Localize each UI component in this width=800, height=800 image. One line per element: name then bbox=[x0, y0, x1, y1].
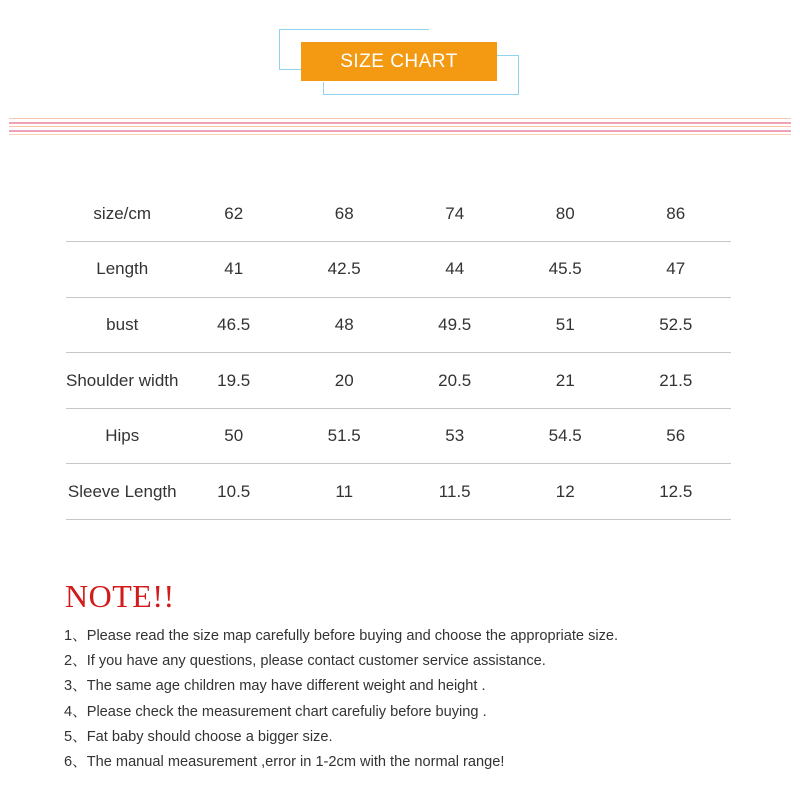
note-item: 6、The manual measurement ,error in 1-2cm with the normal range! bbox=[64, 753, 505, 770]
table-row bbox=[66, 242, 731, 298]
table-row bbox=[66, 297, 731, 353]
table-cell: 44 bbox=[399, 242, 510, 298]
table-cell: 20 bbox=[289, 353, 400, 409]
table-cell: 19.5 bbox=[178, 353, 289, 409]
table-cell: 54.5 bbox=[510, 408, 621, 464]
table-cell: 49.5 bbox=[399, 297, 510, 353]
table-cell: 10.5 bbox=[178, 464, 289, 520]
table-cell: 56 bbox=[620, 408, 731, 464]
row-label-cell: bust bbox=[66, 297, 178, 353]
header-size-cell: 74 bbox=[399, 186, 510, 242]
note-list bbox=[64, 626, 618, 777]
table-header-row bbox=[66, 186, 731, 242]
header-size-cell: 62 bbox=[178, 186, 289, 242]
row-label-cell: Hips bbox=[66, 408, 178, 464]
note-item: 4、Please check the measurement chart carefuliy before buying . bbox=[64, 703, 487, 720]
table-cell: 45.5 bbox=[510, 242, 621, 298]
table-cell: 51 bbox=[510, 297, 621, 353]
table-cell: 11 bbox=[289, 464, 400, 520]
note-item: 1、Please read the size map carefully before buying and choose the appropriate size. bbox=[64, 628, 619, 644]
header-size-cell: 80 bbox=[510, 186, 621, 242]
table-cell: 52.5 bbox=[620, 297, 731, 353]
header-label-cell: size/cm bbox=[66, 186, 178, 242]
table-cell: 12 bbox=[510, 464, 621, 520]
size-chart-title: SIZE CHART bbox=[301, 42, 497, 81]
table-cell: 21.5 bbox=[620, 353, 731, 409]
table-cell: 42.5 bbox=[289, 242, 400, 298]
table-cell: 41 bbox=[178, 242, 289, 298]
table-cell: 46.5 bbox=[178, 297, 289, 353]
size-chart-header bbox=[0, 0, 800, 110]
table-cell: 11.5 bbox=[399, 464, 510, 520]
table-row bbox=[66, 464, 731, 520]
note-item: 3、The same age children may have different weight and height . bbox=[64, 678, 486, 695]
table-cell: 50 bbox=[178, 408, 289, 464]
row-label-cell: Sleeve Length bbox=[66, 464, 178, 520]
table-cell: 53 bbox=[399, 408, 510, 464]
table-row bbox=[66, 353, 731, 409]
row-label-cell: Length bbox=[66, 242, 178, 298]
header-size-cell: 86 bbox=[620, 186, 731, 242]
note-item: 2、If you have any questions, please contact customer service assistance. bbox=[64, 653, 546, 670]
table-row bbox=[66, 408, 731, 464]
header-size-cell: 68 bbox=[289, 186, 400, 242]
table-cell: 12.5 bbox=[620, 464, 731, 520]
table-cell: 21 bbox=[510, 353, 621, 409]
table-cell: 51.5 bbox=[289, 408, 400, 464]
table-cell: 48 bbox=[289, 297, 400, 353]
note-item: 5、Fat baby should choose a bigger size. bbox=[64, 728, 333, 745]
row-label-cell: Shoulder width bbox=[66, 353, 178, 409]
size-table bbox=[66, 186, 731, 520]
decorative-stripes bbox=[9, 118, 791, 136]
table-cell: 47 bbox=[620, 242, 731, 298]
note-title: NOTE!! bbox=[65, 578, 175, 614]
table-cell: 20.5 bbox=[399, 353, 510, 409]
